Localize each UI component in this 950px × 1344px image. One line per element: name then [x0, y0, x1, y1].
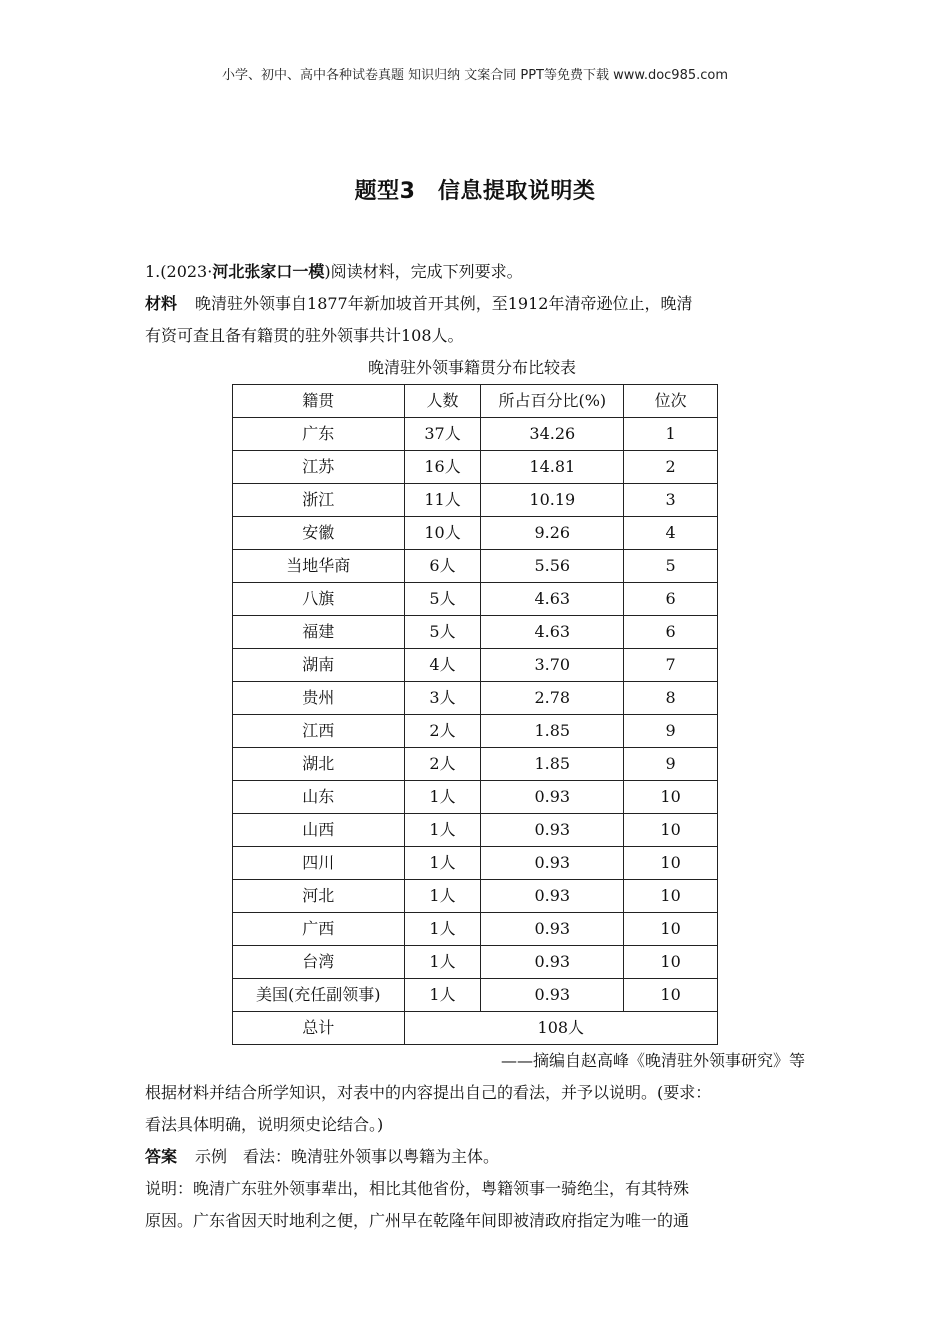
- table-row: [233, 484, 718, 517]
- table-source: ——摘编自赵高峰《晚清驻外领事研究》等: [500, 1051, 805, 1070]
- cell-count: 4人: [404, 649, 481, 682]
- table-row: [233, 814, 718, 847]
- table-row: [233, 847, 718, 880]
- table-row: [233, 748, 718, 781]
- cell-count: 5人: [404, 583, 481, 616]
- cell-rank: 8: [624, 682, 718, 715]
- material-text-1: 晚清驻外领事自1877年新加坡首开其例，至1912年清帝逊位止，晚清: [195, 294, 693, 313]
- cell-native-place: 广东: [233, 418, 405, 451]
- header-banner: 小学、初中、高中各种试卷真题 知识归纳 文案合同 PPT等免费下载 www.doc985.com: [221, 68, 729, 83]
- task-line-1: 根据材料并结合所学知识，对表中的内容提出自己的看法，并予以说明。(要求：: [145, 1083, 712, 1102]
- cell-count: 6人: [404, 550, 481, 583]
- table-title: 晚清驻外领事籍贯分布比较表: [367, 358, 576, 377]
- cell-percentage: 2.78: [481, 682, 624, 715]
- cell-count: 1人: [404, 946, 481, 979]
- cell-rank: 3: [624, 484, 718, 517]
- answer-line-3: 原因。广东省因天时地利之便，广州早在乾隆年间即被清政府指定为唯一的通: [145, 1211, 690, 1230]
- table-row: [233, 682, 718, 715]
- table-row: [233, 781, 718, 814]
- question-line: [145, 256, 809, 288]
- table-row: [233, 715, 718, 748]
- cell-percentage: 4.63: [481, 616, 624, 649]
- cell-rank: 10: [624, 913, 718, 946]
- cell-native-place: 湖北: [233, 748, 405, 781]
- table-total-row: [233, 1012, 718, 1045]
- table-row: [233, 913, 718, 946]
- material-line-1: [145, 288, 809, 320]
- answer-line-2: 说明：晚清广东驻外领事辈出，相比其他省份，粤籍领事一骑绝尘，有其特殊: [145, 1179, 690, 1198]
- cell-percentage: 0.93: [481, 946, 624, 979]
- cell-count: 1人: [404, 847, 481, 880]
- cell-rank: 2: [624, 451, 718, 484]
- cell-rank: 7: [624, 649, 718, 682]
- table-row: [233, 418, 718, 451]
- cell-percentage: 0.93: [481, 913, 624, 946]
- material-label: 材料: [145, 294, 178, 313]
- cell-native-place: 浙江: [233, 484, 405, 517]
- table-row: [233, 649, 718, 682]
- cell-native-place: 湖南: [233, 649, 405, 682]
- cell-percentage: 3.70: [481, 649, 624, 682]
- consul-distribution-table: [232, 384, 718, 1045]
- cell-count: 3人: [404, 682, 481, 715]
- cell-rank: 5: [624, 550, 718, 583]
- cell-percentage: 5.56: [481, 550, 624, 583]
- cell-count: 5人: [404, 616, 481, 649]
- cell-percentage: 0.93: [481, 979, 624, 1012]
- question-source: 河北张家口一模: [212, 262, 325, 281]
- cell-count: 1人: [404, 913, 481, 946]
- cell-rank: 9: [624, 748, 718, 781]
- table-row: [233, 979, 718, 1012]
- answer-label: 答案: [145, 1147, 178, 1166]
- cell-rank: 10: [624, 979, 718, 1012]
- question-prompt: )阅读材料，完成下列要求。: [324, 262, 523, 281]
- cell-rank: 9: [624, 715, 718, 748]
- answer-text-1: 示例 看法：晚清驻外领事以粤籍为主体。: [195, 1147, 500, 1166]
- table-row: [233, 946, 718, 979]
- cell-native-place: 安徽: [233, 517, 405, 550]
- table-row: [233, 880, 718, 913]
- cell-native-place: 江西: [233, 715, 405, 748]
- answer-line-1: [145, 1141, 809, 1173]
- table-row: [233, 583, 718, 616]
- cell-percentage: 1.85: [481, 715, 624, 748]
- cell-rank: 1: [624, 418, 718, 451]
- cell-native-place: 贵州: [233, 682, 405, 715]
- cell-percentage: 14.81: [481, 451, 624, 484]
- table-row: [233, 517, 718, 550]
- cell-count: 2人: [404, 715, 481, 748]
- header-count: 人数: [404, 385, 481, 418]
- cell-native-place: 当地华商: [233, 550, 405, 583]
- cell-native-place: 广西: [233, 913, 405, 946]
- cell-count: 1人: [404, 979, 481, 1012]
- cell-native-place: 台湾: [233, 946, 405, 979]
- cell-percentage: 34.26: [481, 418, 624, 451]
- cell-count: 37人: [404, 418, 481, 451]
- cell-percentage: 1.85: [481, 748, 624, 781]
- cell-count: 16人: [404, 451, 481, 484]
- cell-count: 1人: [404, 781, 481, 814]
- cell-rank: 10: [624, 847, 718, 880]
- cell-rank: 10: [624, 946, 718, 979]
- header-native-place: 籍贯: [233, 385, 405, 418]
- cell-rank: 4: [624, 517, 718, 550]
- cell-native-place: 福建: [233, 616, 405, 649]
- cell-rank: 10: [624, 814, 718, 847]
- task-line-2: 看法具体明确，说明须史论结合。): [145, 1115, 384, 1134]
- header-percentage: 所占百分比(%): [481, 385, 624, 418]
- table-row: [233, 616, 718, 649]
- cell-percentage: 0.93: [481, 847, 624, 880]
- cell-native-place: 河北: [233, 880, 405, 913]
- cell-percentage: 0.93: [481, 814, 624, 847]
- cell-count: 10人: [404, 517, 481, 550]
- document-body: [145, 256, 809, 1237]
- material-line-2: 有资可查且备有籍贯的驻外领事共计108人。: [145, 326, 464, 345]
- cell-percentage: 9.26: [481, 517, 624, 550]
- cell-native-place: 山西: [233, 814, 405, 847]
- cell-rank: 6: [624, 583, 718, 616]
- cell-native-place: 美国(充任副领事): [233, 979, 405, 1012]
- header-rank: 位次: [624, 385, 718, 418]
- cell-rank: 10: [624, 781, 718, 814]
- total-label: 总计: [233, 1012, 405, 1045]
- cell-percentage: 0.93: [481, 880, 624, 913]
- cell-percentage: 10.19: [481, 484, 624, 517]
- cell-count: 1人: [404, 880, 481, 913]
- page-title: 题型3 信息提取说明类: [354, 179, 596, 204]
- cell-rank: 6: [624, 616, 718, 649]
- cell-native-place: 八旗: [233, 583, 405, 616]
- table-row: [233, 550, 718, 583]
- cell-rank: 10: [624, 880, 718, 913]
- cell-native-place: 四川: [233, 847, 405, 880]
- table-body: [233, 418, 718, 1012]
- cell-count: 11人: [404, 484, 481, 517]
- cell-count: 1人: [404, 814, 481, 847]
- total-value: 108人: [404, 1012, 717, 1045]
- cell-native-place: 山东: [233, 781, 405, 814]
- table-header-row: [233, 385, 718, 418]
- cell-percentage: 4.63: [481, 583, 624, 616]
- cell-percentage: 0.93: [481, 781, 624, 814]
- cell-native-place: 江苏: [233, 451, 405, 484]
- question-number: 1.(2023·: [145, 262, 213, 281]
- table-row: [233, 451, 718, 484]
- cell-count: 2人: [404, 748, 481, 781]
